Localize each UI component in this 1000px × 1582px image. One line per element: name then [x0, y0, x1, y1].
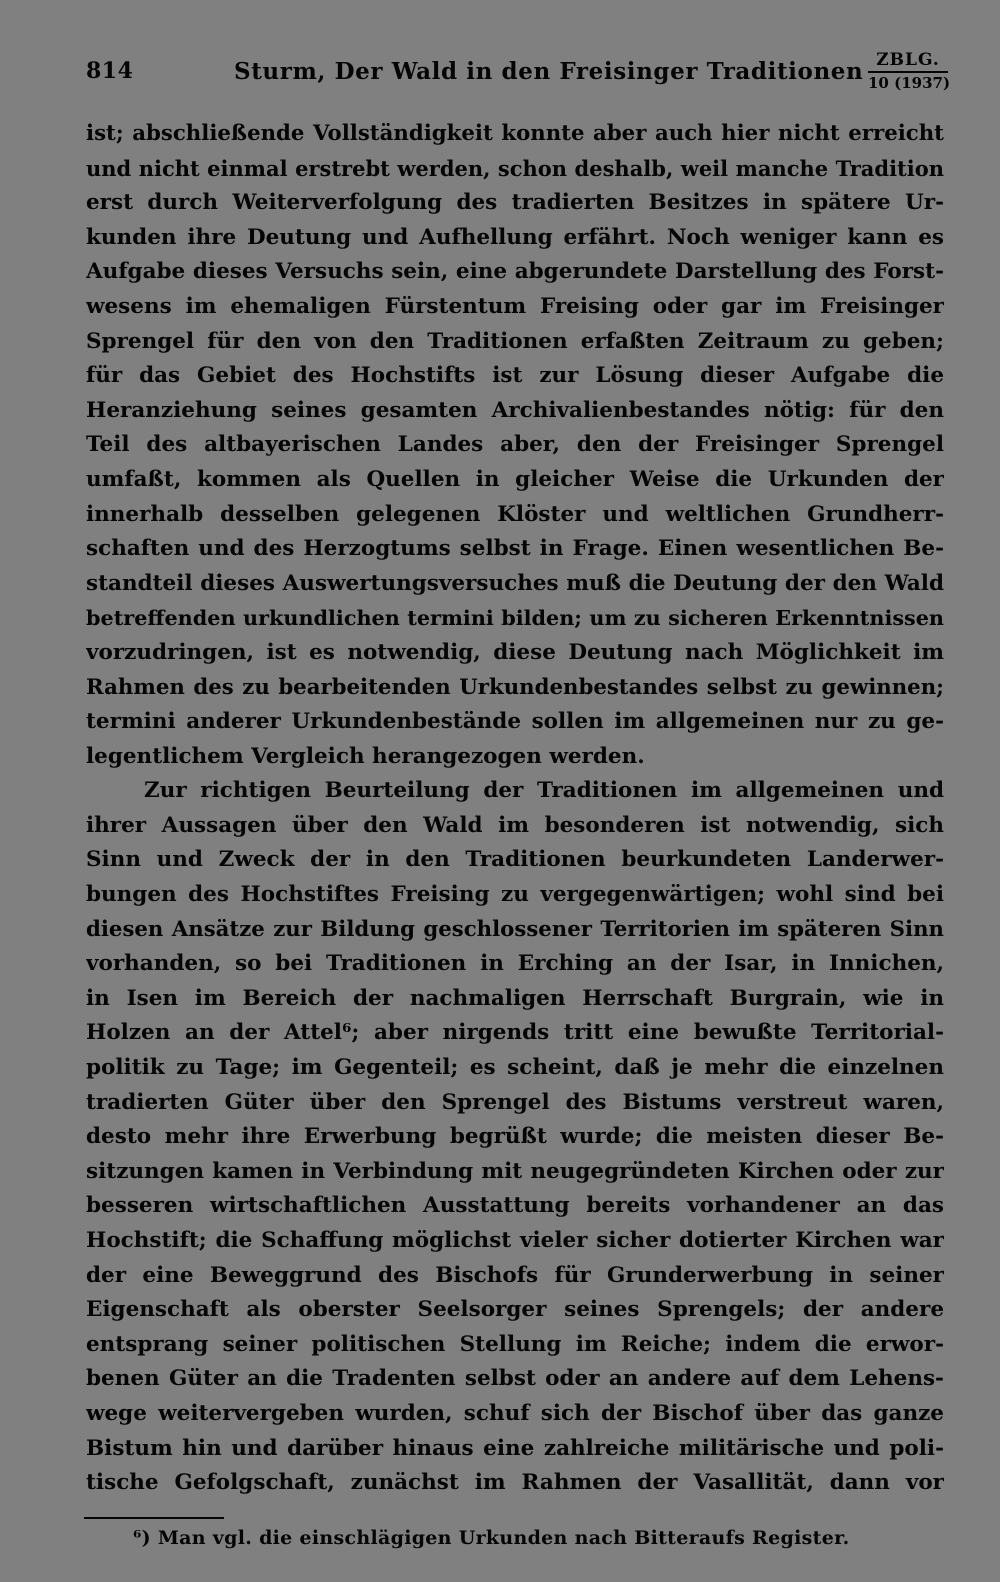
text-line: erst durch Weiterverfolgung des tradierten Besitzes in spätere Ur-: [86, 190, 944, 216]
text-line: entsprang seiner politischen Stellung im Reiche; indem die erwor-: [86, 1331, 944, 1357]
page-number: 814: [86, 58, 134, 84]
paragraph-2: [86, 774, 944, 1500]
text-line: Heranziehung seines gesamten Archivalienbestandes nötig: für den: [86, 397, 944, 423]
text-line: kunden ihre Deutung und Aufhellung erfährt. Noch weniger kann es: [86, 224, 944, 250]
page-header: [84, 50, 952, 100]
text-line: betreffenden urkundlichen termini bilden; um zu sicheren Erkenntnissen: [86, 606, 944, 631]
text-line: der eine Beweggrund des Bischofs für Grunderwerbung in seiner: [86, 1262, 944, 1288]
text-line: besseren wirtschaftlichen Ausstattung bereits vorhandener an das: [86, 1193, 944, 1219]
text-line: vorzudringen, ist es notwendig, diese Deutung nach Möglichkeit im: [86, 639, 944, 665]
text-line: standteil dieses Auswertungsversuches muß die Deutung der den Wald: [86, 570, 944, 596]
text-line: Sprengel für den von den Traditionen erfaßten Zeitraum zu geben;: [86, 328, 944, 354]
text-line: ihrer Aussagen über den Wald im besonderen ist notwendig, sich: [86, 812, 944, 838]
text-line: innerhalb desselben gelegenen Klöster und weltlichen Grundherr-: [86, 501, 944, 527]
text-line: legentlichem Vergleich herangezogen werden.: [86, 743, 645, 769]
journal-abbreviation: ZBLG.: [868, 50, 948, 73]
text-line: in Isen im Bereich der nachmaligen Herrschaft Burgrain, wie in: [86, 985, 944, 1011]
text-line: politik zu Tage; im Gegenteil; es scheint, daß je mehr die einzelnen: [86, 1055, 944, 1081]
text-line: diesen Ansätze zur Bildung geschlossener Territorien im späteren Sinn: [86, 916, 944, 942]
text-line: vorhanden, so bei Traditionen in Erching an der Isar, in Innichen,: [86, 951, 944, 977]
text-line: Zur richtigen Beurteilung der Traditionen im allgemeinen und: [144, 778, 944, 804]
text-line: Bistum hin und darüber hinaus eine zahlreiche militärische und poli-: [86, 1435, 944, 1461]
text-line: Aufgabe dieses Versuchs sein, eine abgerundete Darstellung des Forst-: [86, 259, 944, 285]
text-line: tische Gefolgschaft, zunächst im Rahmen der Vasallität, dann vor: [86, 1470, 944, 1496]
text-line: termini anderer Urkundenbestände sollen im allgemeinen nur zu ge-: [86, 709, 944, 735]
text-line: schaften und des Herzogtums selbst in Frage. Einen wesentlichen Be-: [86, 536, 944, 562]
text-line: sitzungen kamen in Verbindung mit neugegründeten Kirchen oder zur: [86, 1158, 944, 1184]
footnote: ⁶) Man vgl. die einschlägigen Urkunden nach Bitteraufs Register.: [133, 1527, 850, 1549]
text-line: ist; abschließende Vollständigkeit konnte aber auch hier nicht erreicht: [86, 121, 944, 146]
text-line: Hochstift; die Schaffung möglichst vieler sicher dotierter Kirchen war: [86, 1228, 944, 1253]
text-line: wege weitervergeben wurden, schuf sich der Bischof über das ganze: [86, 1400, 944, 1426]
text-line: wesens im ehemaligen Fürstentum Freising oder gar im Freisinger: [86, 293, 944, 319]
running-title: Sturm, Der Wald in den Freisinger Traditionen: [234, 58, 864, 85]
body-text: [86, 117, 944, 1501]
text-line: desto mehr ihre Erwerbung begrüßt wurde; die meisten dieser Be-: [86, 1124, 944, 1150]
text-line: Holzen an der Attel⁶; aber nirgends tritt eine bewußte Territorial-: [86, 1020, 944, 1046]
journal-volume: 10 (1937): [868, 74, 951, 92]
text-line: und nicht einmal erstrebt werden, schon deshalb, weil manche Tradition: [86, 155, 944, 181]
journal-reference: [868, 50, 951, 92]
text-line: bungen des Hochstiftes Freising zu vergegenwärtigen; wohl sind bei: [86, 882, 944, 908]
text-line: Rahmen des zu bearbeitenden Urkundenbestandes selbst zu gewinnen;: [86, 674, 944, 700]
text-line: umfaßt, kommen als Quellen in gleicher Weise die Urkunden der: [86, 466, 944, 492]
text-line: benen Güter an die Tradenten selbst oder an andere auf dem Lehens-: [86, 1366, 944, 1392]
text-line: tradierten Güter über den Sprengel des Bistums verstreut waren,: [86, 1089, 944, 1115]
paragraph-1: [86, 117, 944, 774]
text-line: Teil des altbayerischen Landes aber, den der Freisinger Sprengel: [86, 432, 944, 458]
text-line: Eigenschaft als oberster Seelsorger seines Sprengels; der andere: [86, 1297, 944, 1323]
footnote-divider: [84, 1517, 224, 1519]
text-line: Sinn und Zweck der in den Traditionen beurkundeten Landerwer-: [86, 847, 944, 873]
text-line: für das Gebiet des Hochstifts ist zur Lösung dieser Aufgabe die: [86, 363, 944, 389]
